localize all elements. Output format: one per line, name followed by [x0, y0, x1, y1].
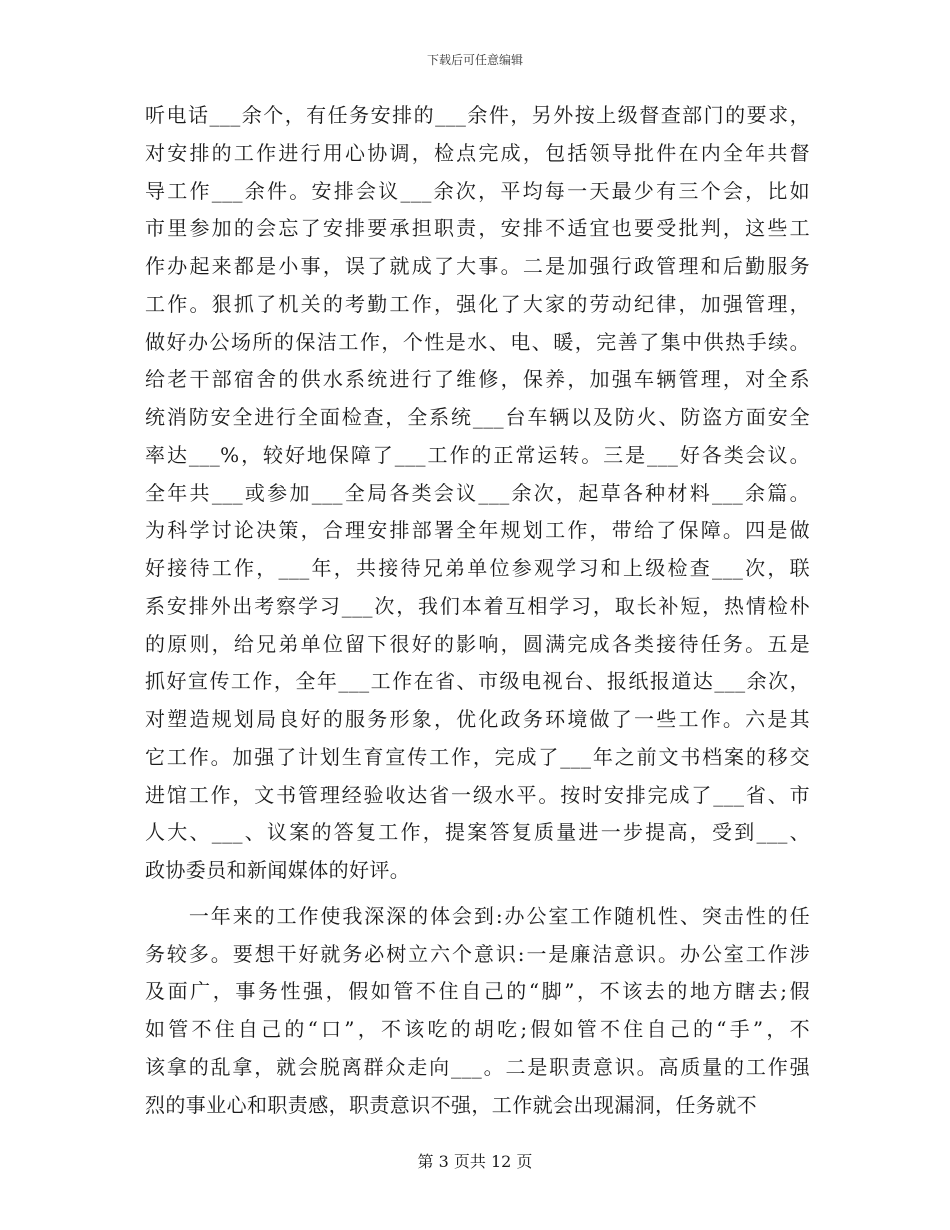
- text-line: 该拿的乱拿，就会脱离群众走向___。二是职责意识。高质量的工作强: [145, 1054, 810, 1079]
- text-line: 务较多。要想干好就务必树立六个意识:一是廉洁意识。办公室工作涉: [145, 941, 810, 966]
- text-line: 给老干部宿舍的供水系统进行了维修，保养，加强车辆管理，对全系: [145, 367, 810, 392]
- text-line: 市里参加的会忘了安排要承担职责，安排不适宜也要受批判，这些工: [145, 216, 810, 241]
- text-line: 好接待工作，___年，共接待兄弟单位参观学习和上级检查___次，联: [145, 556, 810, 580]
- page-header: 下载后可任意编辑: [426, 53, 523, 67]
- text-line: 工作。狠抓了机关的考勤工作，强化了大家的劳动纪律，加强管理，: [145, 291, 810, 316]
- text-line: 抓好宣传工作，全年___工作在省、市级电视台、报纸报道达___余次，: [145, 669, 810, 694]
- paragraph-1: [145, 97, 810, 890]
- text-line: 及面广，事务性强，假如管不住自己的“脚”，不该去的地方瞎去;假: [145, 979, 810, 1004]
- document-body: [145, 97, 810, 1124]
- text-line: 做好办公场所的保洁工作，个性是水、电、暖，完善了集中供热手续。: [145, 329, 810, 354]
- text-line: 人大、___、议案的答复工作，提案答复质量进一步提高，受到___、: [145, 820, 810, 845]
- text-line: 一年来的工作使我深深的体会到:办公室工作随机性、突击性的任: [145, 903, 810, 928]
- paragraph-2: [145, 898, 810, 1125]
- text-line: 政协委员和新闻媒体的好评。: [145, 858, 411, 882]
- text-line: 全年共___或参加___全局各类会议___余次，起草各种材料___余篇。: [145, 480, 810, 505]
- text-line: 导工作___余件。安排会议___余次，平均每一天最少有三个会，比如: [145, 178, 810, 203]
- text-line: 为科学讨论决策，合理安排部署全年规划工作，带给了保障。四是做: [145, 518, 810, 543]
- text-line: 进馆工作，文书管理经验收达省一级水平。按时安排完成了___省、市: [145, 782, 810, 807]
- text-line: 它工作。加强了计划生育宣传工作，完成了___年之前文书档案的移交: [145, 744, 810, 769]
- text-line: 对塑造规划局良好的服务形象，优化政务环境做了一些工作。六是其: [145, 707, 810, 731]
- text-line: 率达___%，较好地保障了___工作的正常运转。三是___好各类会议。: [145, 442, 810, 467]
- text-line: 统消防安全进行全面检查，全系统___台车辆以及防火、防盗方面安全: [145, 405, 810, 429]
- text-line: 听电话___余个，有任务安排的___余件，另外按上级督查部门的要求，: [145, 103, 810, 127]
- text-line: 作办起来都是小事，误了就成了大事。二是加强行政管理和后勤服务: [145, 254, 810, 278]
- text-line: 对安排的工作进行用心协调，检点完成，包括领导批件在内全年共督: [145, 140, 810, 165]
- text-line: 系安排外出考察学习___次，我们本着互相学习，取长补短，热情检朴: [145, 593, 810, 618]
- page-footer: 第 3 页共 12 页: [417, 1152, 533, 1171]
- text-line: 如管不住自己的“口”，不该吃的胡吃;假如管不住自己的“手”，不: [145, 1017, 810, 1041]
- text-line: 的原则，给兄弟单位留下很好的影响，圆满完成各类接待任务。五是: [145, 631, 810, 656]
- text-line: 烈的事业心和职责感，职责意识不强，工作就会出现漏洞，任务就不: [145, 1092, 757, 1117]
